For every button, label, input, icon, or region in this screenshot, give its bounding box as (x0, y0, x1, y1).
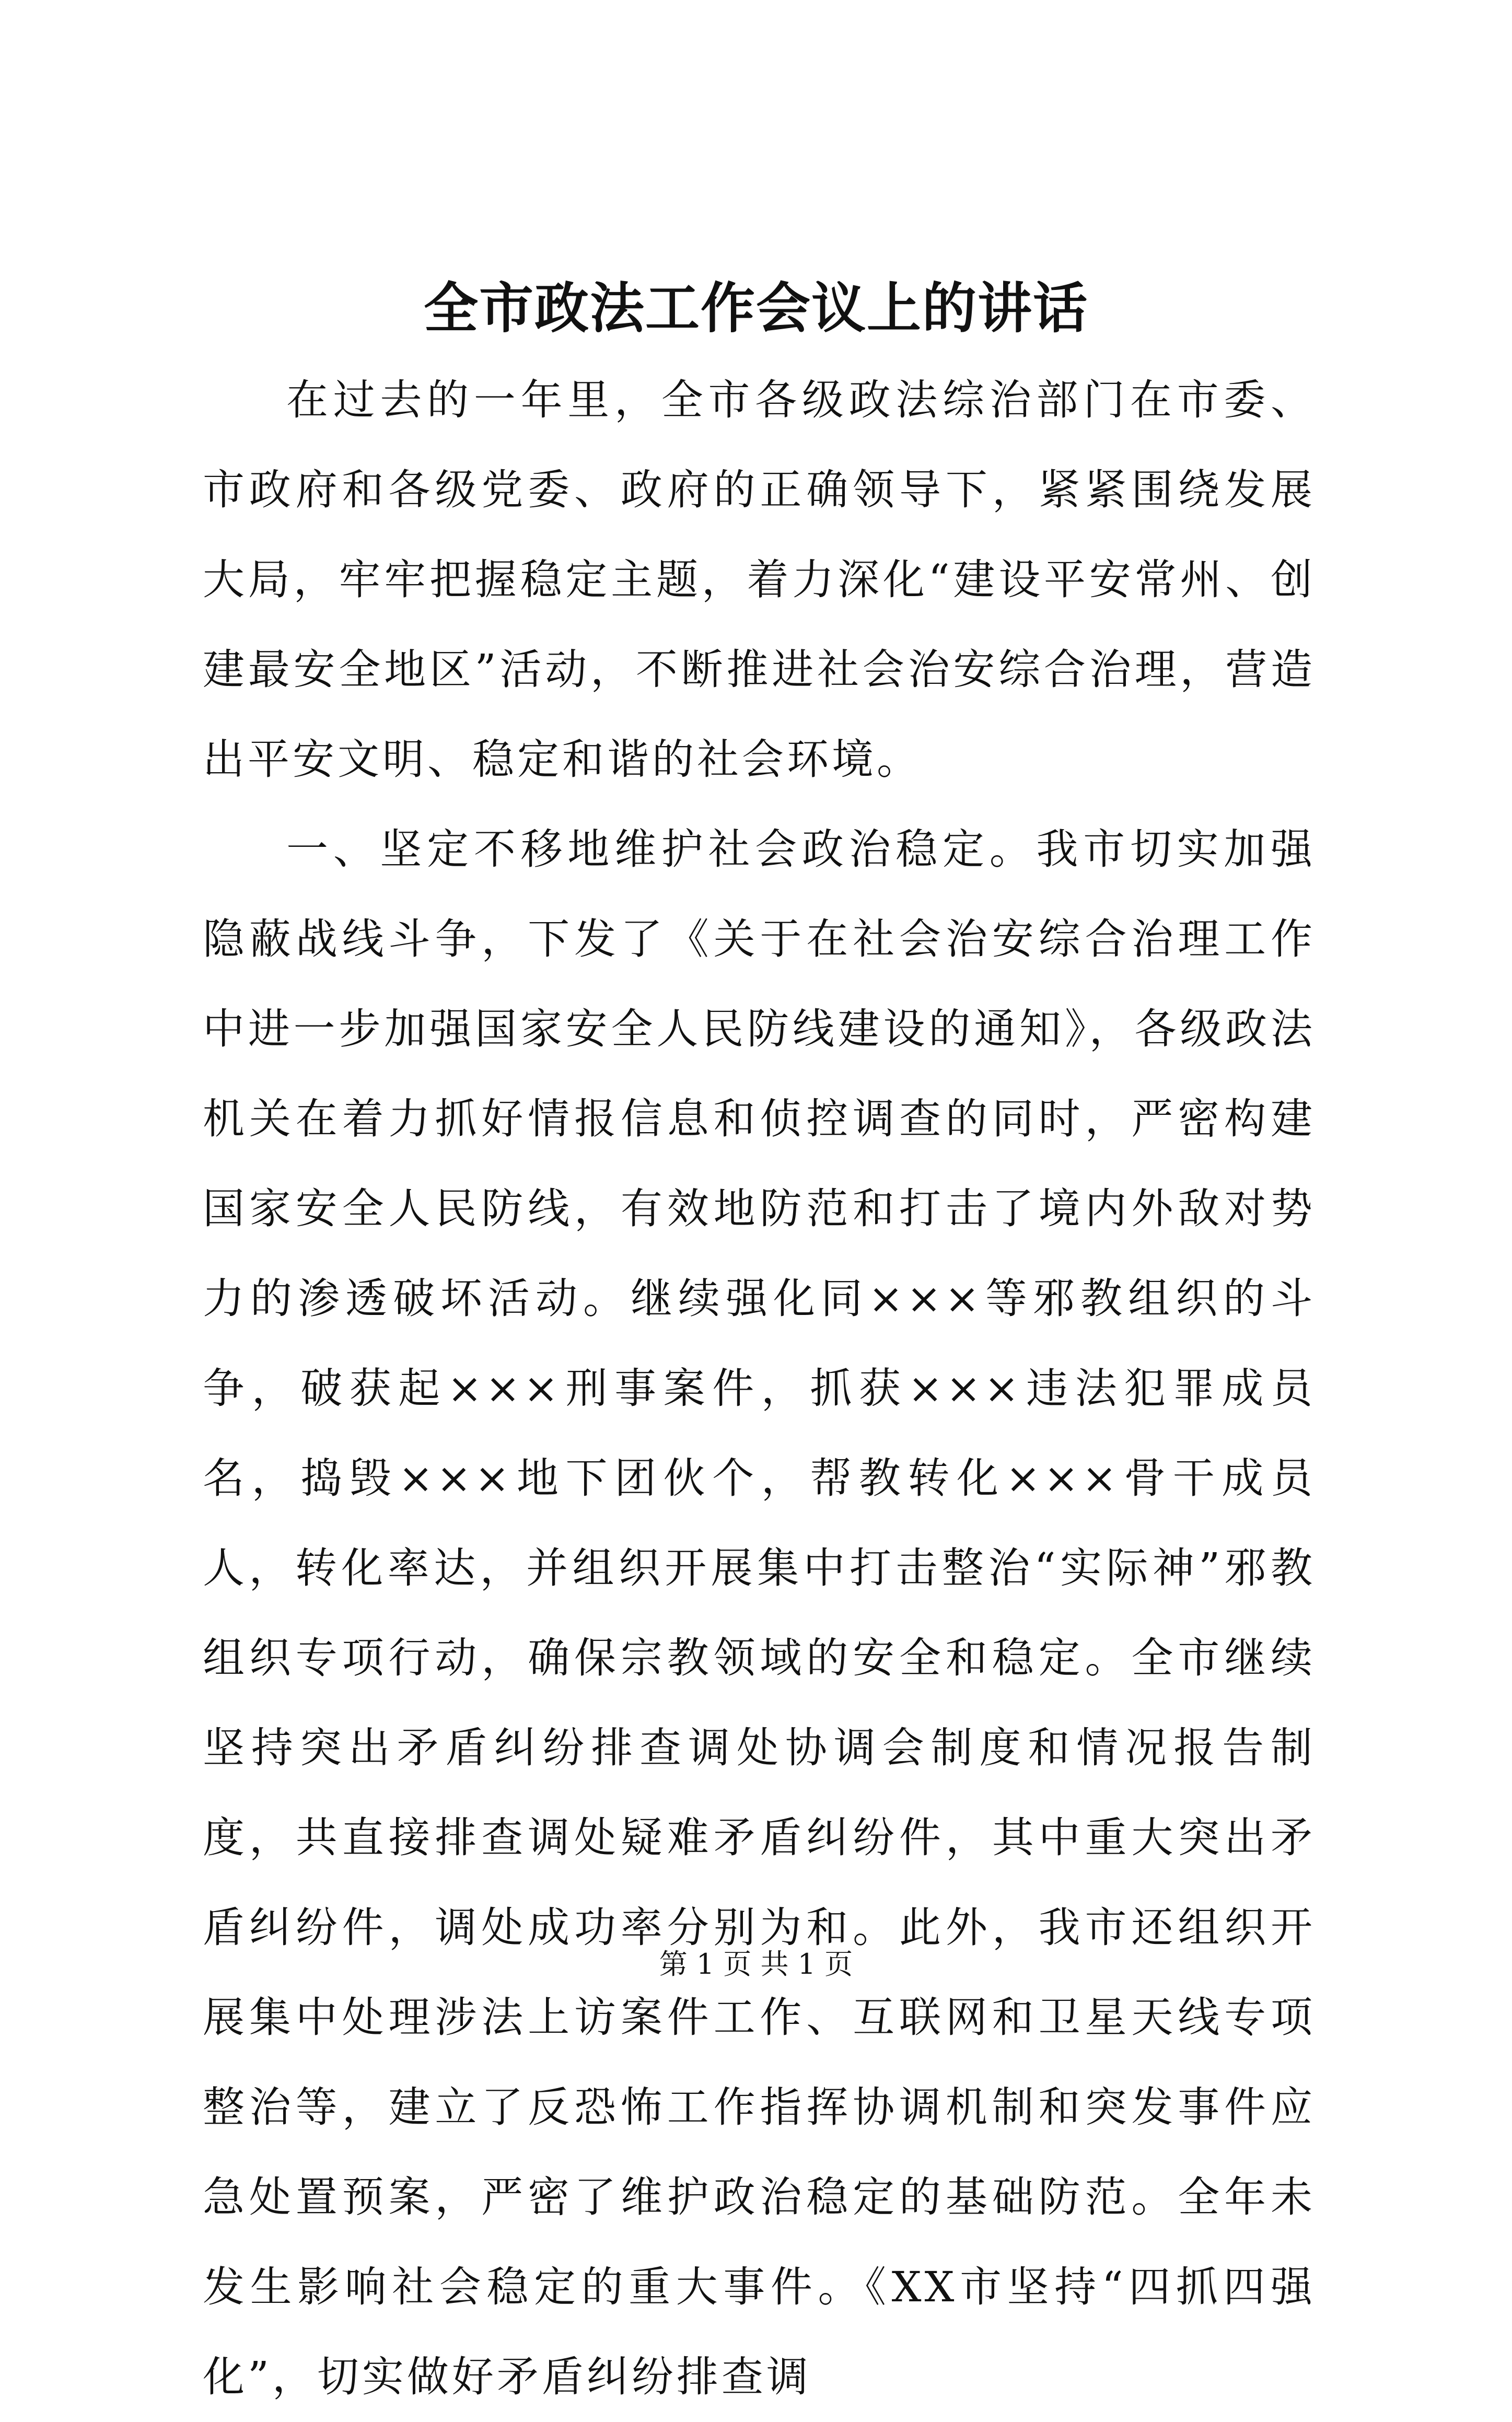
paragraph-intro: 在过去的一年里，全市各级政法综治部门在市委、市政府和各级党委、政府的正确领导下，紧紧围绕发展大局，牢牢把握稳定主题，着力深化“建设平安常州、创建最安全地区”活动，不断推进社会治安综合治理，营造出平安文明、稳定和谐的社会环境。 (203, 376, 1316, 784)
page-footer: 第 1 页 共 1 页 (659, 1948, 853, 1981)
paragraph-section-one: 一、坚定不移地维护社会政治稳定。我市切实加强隐蔽战线斗争，下发了《关于在社会治安综合治理工作中进一步加强国家安全人民防线建设的通知》，各级政法机关在着力抓好情报信息和侦控调查的同时，严密构建国家安全人民防线，有效地防范和打击了境内外敌对势力的渗透破坏活动。继续强化同×××等邪教组织的斗争，破获起×××刑事案件，抓获×××违法犯罪成员名，捣毁×××地下团伙个，帮教转化×××骨干成员人，转化率达，并组织开展集中打击整治“实际神”邪教组织专项行动，确保宗教领域的安全和稳定。全市继续坚持突出矛盾纠纷排查调处协调会制度和情况报告制度，共直接排查调处疑难矛盾纠纷件，其中重大突出矛盾纠纷件，调处成功率分别为和。此外，我市还组织开展集中处理涉法上访案件工作、互联网和卫星天线专项整治等，建立了反恐怖工作指挥协调机制和突发事件应急处置预案，严密了维护政治稳定的基础防范。全年未发生影响社会稳定的重大事件。《XX市坚持“四抓四强化”，切实做好矛盾纠纷排查调 (203, 825, 1316, 2401)
document-body (203, 355, 1316, 2422)
document-title: 全市政法工作会议上的讲话 (423, 276, 1088, 340)
